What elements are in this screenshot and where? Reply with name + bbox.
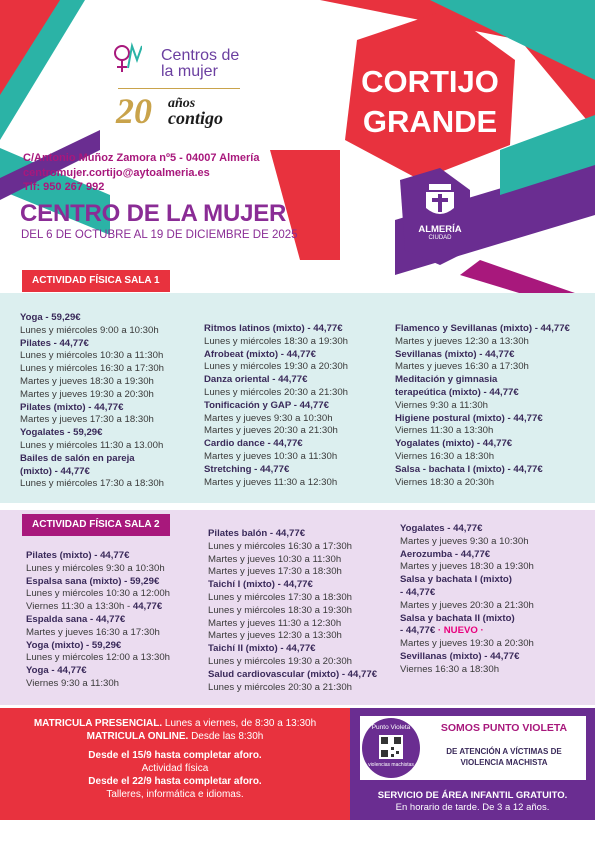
schedule-text: Viernes 11:30 a 13:30h - [26, 601, 133, 613]
enroll-scope-2: Talleres, informática e idiomas. [106, 789, 244, 800]
schedule-line: Viernes 18:30 a 20:30h [395, 476, 495, 488]
activity-name: Yoga - 59,29€ [20, 312, 81, 323]
activity-name: - 44,77€ [400, 586, 436, 598]
enroll-date-2: Desde el 22/9 hasta completar aforo. [88, 776, 262, 787]
centros-mujer-logo [112, 42, 247, 87]
activity-name: Stretching - 44,77€ [204, 463, 290, 475]
activity-name: Taichí I (mixto) - 44,77€ [208, 579, 313, 591]
activity-name: Pilates - 44,77€ [20, 337, 89, 349]
schedule-line: Lunes y miércoles 9:00 a 10:30h [20, 324, 159, 336]
city-sub: CIUDAD [428, 235, 452, 241]
punto-violeta-subtitle [422, 746, 586, 768]
punto-violeta-title: SOMOS PUNTO VIOLETA [440, 722, 568, 734]
schedule-line: Lunes y miércoles 10:30 a 12:00h [26, 588, 170, 600]
schedule-line: Martes y jueves 17:30 a 18:30h [20, 414, 154, 426]
activity-name: Ritmos latinos (mixto) - 44,77€ [204, 323, 343, 334]
activity-name: Flamenco y Sevillanas (mixto) - 44,77€ [395, 323, 570, 334]
years-number: 20 [116, 91, 152, 131]
crest-shield-icon [423, 184, 457, 222]
activity-name: Cardio dance - 44,77€ [204, 438, 303, 450]
schedule-line: Lunes y miércoles 16:30 a 17:30h [20, 363, 164, 375]
page-title: CENTRO DE LA MUJER [20, 200, 287, 227]
schedule-line: Martes y jueves 10:30 a 11:30h [208, 553, 342, 565]
activity-name: Pilates (mixto) - 44,77€ [26, 550, 130, 561]
schedule-line: Viernes 16:30 a 18:30h [395, 450, 495, 462]
infantil-subtitle: En horario de tarde. De 3 a 12 años. [395, 802, 550, 813]
activity-name: Espalsa sana (mixto) - 59,29€ [26, 575, 160, 587]
price: - 44,77€ [400, 625, 438, 637]
price: 44,77€ [132, 601, 163, 613]
activity-name: Yoga - 44,77€ [26, 665, 87, 677]
online-text: Desde las 8:30h [188, 731, 264, 742]
sala1-col1 [20, 312, 200, 491]
schedule-line: Lunes y miércoles 17:30 a 18:30h [20, 478, 164, 490]
activity-name: Bailes de salón en pareja [20, 452, 135, 464]
schedule-line: Viernes 16:30 a 18:30h [400, 663, 500, 675]
schedule-line: Lunes y miércoles 19:30 a 20:30h [204, 361, 348, 373]
activity-name: Sevillanas (mixto) - 44,77€ [395, 348, 515, 360]
badge-title [360, 62, 500, 142]
activity-name [400, 625, 590, 638]
infantil-title: SERVICIO DE ÁREA INFANTIL GRATUITO. [377, 790, 568, 801]
punto-violeta-logo [362, 718, 420, 778]
years-word-1: años [168, 96, 196, 111]
activity-name: Aerozumba - 44,77€ [400, 548, 491, 560]
schedule-line: Lunes y miércoles 18:30 a 19:30h [204, 335, 348, 347]
address: C/Antonio Muñoz Zamora nº5 - 04007 Almería [23, 152, 260, 164]
activity-name: (mixto) - 44,77€ [20, 465, 90, 477]
punto-violeta-box [360, 716, 586, 780]
schedule-line: Lunes y miércoles 20:30 a 21:30h [204, 386, 348, 398]
qr-code-icon[interactable] [379, 735, 403, 759]
logo-line-2: la mujer [161, 63, 218, 80]
schedule-line: Martes y jueves 18:30 a 19:30h [20, 375, 154, 387]
schedule-line: Lunes y miércoles 10:30 a 11:30h [20, 350, 164, 362]
phone-number[interactable]: Tlf: 950 267 992 [23, 181, 105, 193]
schedule-line: Lunes y miércoles 20:30 a 21:30h [208, 681, 352, 693]
years-word-2: contigo [168, 108, 224, 128]
activity-name: Yogalates - 59,29€ [20, 427, 103, 439]
schedule-line: Martes y jueves 9:30 a 10:30h [204, 412, 333, 424]
sala1-col3 [395, 323, 590, 489]
schedule-line: Martes y jueves 10:30 a 11:30h [204, 450, 338, 462]
punto-violeta-panel [350, 708, 595, 820]
city-name: ALMERÍA [418, 224, 462, 235]
activity-name: Salsa y bachata II (mixto) [400, 612, 515, 624]
punto-sub-line-2: VIOLENCIA MACHISTA [460, 758, 548, 767]
schedule-line: Martes y jueves 16:30 a 17:30h [395, 361, 529, 373]
schedule-line [26, 601, 206, 614]
schedule-line: Martes y jueves 9:30 a 10:30h [400, 535, 529, 547]
schedule-line: Martes y jueves 11:30 a 12:30h [208, 617, 342, 629]
activity-name: Higiene postural (mixto) - 44,77€ [395, 412, 543, 424]
activity-name: terapeútica (mixto) - 44,77€ [395, 386, 519, 398]
activity-name: Pilates (mixto) - 44,77€ [20, 401, 124, 413]
activity-name: Pilates balón - 44,77€ [208, 528, 306, 539]
schedule-line: Viernes 9:30 a 11:30h [395, 399, 488, 411]
activity-name: Espalda sana - 44,77€ [26, 613, 126, 625]
badge-line-2: GRANDE [362, 104, 498, 139]
date-range: DEL 6 DE OCTUBRE AL 19 DE DICIEMBRE DE 2025 [21, 229, 298, 241]
punto-sub-line-1: DE ATENCIÓN A VÍCTIMAS DE [446, 747, 562, 756]
activity-name: Yogalates (mixto) - 44,77€ [395, 438, 513, 450]
presencial-label: MATRICULA PRESENCIAL. [33, 718, 163, 729]
activity-name: Yoga (mixto) - 59,29€ [26, 639, 122, 651]
sala2-tag: ACTIVIDAD FÍSICA SALA 2 [22, 514, 170, 536]
activity-name: Taichí II (mixto) - 44,77€ [208, 643, 316, 655]
schedule-line: Lunes y miércoles 12:00 a 13:30h [26, 652, 170, 664]
schedule-line: Martes y jueves 18:30 a 19:30h [400, 561, 534, 573]
schedule-line: Martes y jueves 20:30 a 21:30h [204, 425, 338, 437]
activity-name: Danza oriental - 44,77€ [204, 374, 308, 386]
sala1-tag: ACTIVIDAD FÍSICA SALA 1 [22, 270, 170, 292]
schedule-line: Martes y jueves 12:30 a 13:30h [208, 630, 342, 642]
enroll-date-1: Desde el 15/9 hasta completar aforo. [88, 750, 262, 761]
schedule-line: Lunes y miércoles 18:30 a 19:30h [208, 604, 352, 616]
sala1-col2 [204, 323, 389, 489]
schedule-line: Martes y jueves 17:30 a 18:30h [208, 566, 342, 578]
sala2-col2 [208, 528, 393, 694]
schedule-line: Martes y jueves 19:30 a 20:30h [20, 388, 154, 400]
presencial-text: Lunes a viernes, de 8:30 a 13:30h [162, 718, 317, 729]
email-link[interactable]: centromujer.cortijo@aytoalmeria.es [23, 167, 210, 179]
schedule-line: Lunes y miércoles 16:30 a 17:30h [208, 540, 352, 552]
almeria-crest [410, 180, 470, 250]
schedule-line: Lunes y miércoles 19:30 a 20:30h [208, 655, 352, 667]
venus-m-icon [112, 42, 142, 76]
schedule-line: Viernes 11:30 a 13:30h [395, 425, 494, 437]
logo-text-bottom: violencias machistas [368, 762, 414, 768]
activity-name: Meditación y gimnasia [395, 374, 498, 386]
schedule-line: Lunes y miércoles 11:30 a 13.00h [20, 439, 164, 451]
schedule-line: Viernes 9:30 a 11:30h [26, 677, 119, 689]
schedule-line: Martes y jueves 16:30 a 17:30h [26, 626, 160, 638]
activity-name: Tonificación y GAP - 44,77€ [204, 399, 329, 411]
enroll-scope-1: Actividad física [141, 763, 209, 774]
activity-name: Salsa y bachata I (mixto) [400, 574, 512, 586]
online-label: MATRICULA ONLINE. [86, 731, 189, 742]
logo-divider [118, 88, 240, 89]
schedule-line: Martes y jueves 11:30 a 12:30h [204, 476, 338, 488]
activity-name: Sevillanas (mixto) - 44,77€ [400, 650, 520, 662]
schedule-line: Lunes y miércoles 9:30 a 10:30h [26, 562, 165, 574]
schedule-line: Martes y jueves 20:30 a 21:30h [400, 599, 534, 611]
logo-line-1: Centros de [161, 47, 240, 64]
schedule-line: Lunes y miércoles 17:30 a 18:30h [208, 591, 352, 603]
schedule-line: Martes y jueves 12:30 a 13:30h [395, 335, 529, 347]
activity-name: Salud cardiovascular (mixto) - 44,77€ [208, 668, 378, 680]
activity-name: Yogalates - 44,77€ [400, 523, 483, 534]
schedule-line: Martes y jueves 19:30 a 20:30h [400, 638, 534, 650]
badge-line-1: CORTIJO [361, 64, 499, 99]
new-badge: · NUEVO · [437, 625, 484, 637]
activity-name: Afrobeat (mixto) - 44,77€ [204, 348, 316, 360]
enrollment-panel [0, 708, 350, 820]
infantil-service [350, 790, 595, 814]
sala2-col3 [400, 523, 590, 677]
activity-name: Salsa - bachata I (mixto) - 44,77€ [395, 463, 543, 475]
logo-text-top: Punto Violeta [371, 724, 411, 731]
sala2-col1 [26, 550, 206, 691]
